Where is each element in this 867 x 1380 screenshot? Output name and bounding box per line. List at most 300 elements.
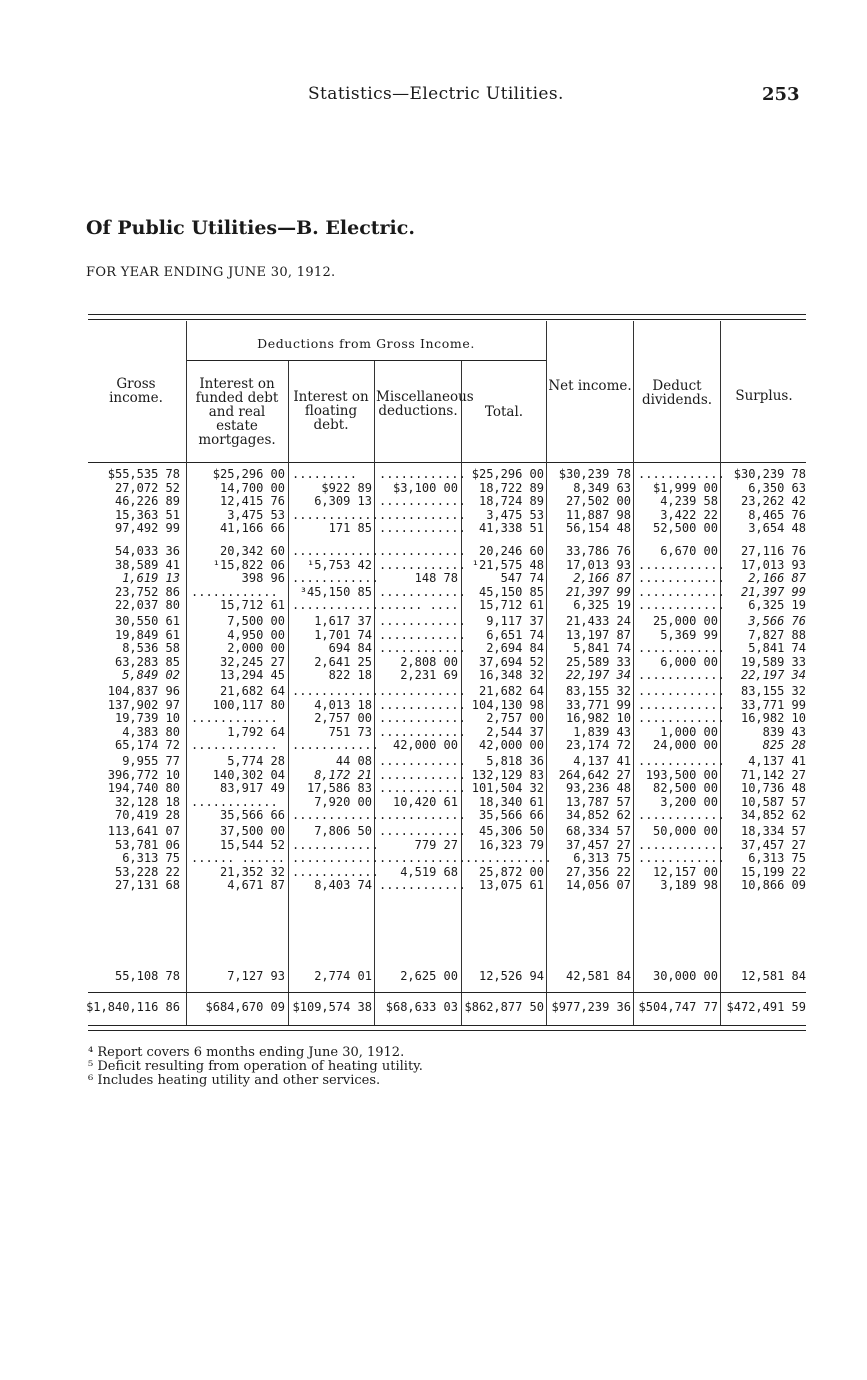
cell-surplus: 8,465 76 <box>748 507 806 522</box>
group-header-rule <box>186 360 546 361</box>
cell-surplus: 71,142 27 <box>740 767 806 782</box>
total-funded: $684,670 09 <box>205 1000 285 1014</box>
cell-floating: ......... <box>292 467 358 481</box>
cell-div: ............ <box>638 697 725 712</box>
col-header-interest-funded: Interest on funded debt and real estate mortgages. <box>195 376 279 448</box>
cell-funded: 15,544 52 <box>219 837 285 852</box>
table-row <box>0 629 867 642</box>
cell-misc: 4,519 68 <box>400 864 458 879</box>
table-row <box>0 572 867 585</box>
cell-net: 264,642 27 <box>558 767 631 782</box>
cell-floating: 171 85 <box>328 521 372 536</box>
cell-total: 41,338 51 <box>478 521 544 536</box>
cell-misc: 148 78 <box>414 571 458 586</box>
cell-floating: 8,403 74 <box>314 878 372 893</box>
cell-misc: ............ <box>379 521 466 536</box>
cell-div: 25,000 00 <box>652 614 718 628</box>
cell-surplus: 825 28 <box>762 738 806 753</box>
cell-div: ............ <box>638 808 725 823</box>
cell-floating: ............ <box>292 571 379 586</box>
cell-misc: ............ <box>379 781 466 796</box>
cell-gross: 70,419 28 <box>114 808 180 823</box>
cell-gross: 46,226 89 <box>114 494 180 509</box>
cell-gross: 53,228 22 <box>114 864 180 879</box>
cell-surplus: 6,325 19 <box>748 598 806 613</box>
table-row <box>0 970 867 983</box>
cell-net: 13,787 57 <box>565 794 631 809</box>
cell-misc: ............ <box>379 544 466 558</box>
table-row <box>0 726 867 739</box>
cell-funded: 35,566 66 <box>219 808 285 823</box>
total-net: $977,239 36 <box>551 1000 631 1014</box>
cell-total: 6,651 74 <box>486 627 544 642</box>
table-bottom-rule <box>88 1025 806 1026</box>
cell-div: 12,157 00 <box>652 864 718 879</box>
cell-floating: 2,641 25 <box>314 654 372 669</box>
cell-div: ............ <box>638 557 725 572</box>
table-row <box>0 796 867 809</box>
cell-div: 6,670 00 <box>660 544 718 558</box>
cell-net: 17,013 93 <box>565 557 631 572</box>
cell-misc: ...... .... <box>379 598 459 613</box>
cell-surplus: 19,589 33 <box>740 654 806 669</box>
cell-net: 23,174 72 <box>565 738 631 753</box>
cell-gross: 8,536 58 <box>122 641 180 656</box>
cell-misc: ............ <box>379 507 466 522</box>
cell-total: 2,694 84 <box>486 641 544 656</box>
cell-funded: 3,475 53 <box>227 507 285 522</box>
cell-div: 24,000 00 <box>652 738 718 753</box>
cell-div: ............ <box>638 571 725 586</box>
cell-gross: 137,902 97 <box>107 697 180 712</box>
cell-surplus: 83,155 32 <box>740 684 806 698</box>
cell-div: ............ <box>638 668 725 683</box>
table-row <box>0 839 867 852</box>
cell-gross: 9,955 77 <box>122 754 180 768</box>
totals-values <box>0 1001 867 1014</box>
table-row <box>0 685 867 698</box>
cell-funded: 83,917 49 <box>219 781 285 796</box>
cell-funded: ¹15,822 06 <box>212 557 285 572</box>
cell-floating: 1,617 37 <box>314 614 372 628</box>
cell-net: 68,334 57 <box>565 824 631 838</box>
cell-funded: 15,712 61 <box>219 598 285 613</box>
table-row <box>0 769 867 782</box>
cell-floating: 44 08 <box>335 754 372 768</box>
cell-net: 2,166 87 <box>573 571 631 586</box>
table-row <box>0 825 867 838</box>
cell-div: $1,999 00 <box>652 480 718 495</box>
cell-surplus: 839 43 <box>762 724 806 739</box>
cell-floating: ³45,150 85 <box>299 584 372 599</box>
cell-floating: 17,586 83 <box>306 781 372 796</box>
cell-gross: 1,619 13 <box>122 571 180 586</box>
cell-floating: ............ <box>292 738 379 753</box>
cell-funded: ............ <box>191 711 278 726</box>
cell-gross: 27,072 52 <box>114 480 180 495</box>
cell-div: ............ <box>638 837 725 852</box>
cell-misc: 779 27 <box>414 837 458 852</box>
cell-misc: ............ <box>379 754 466 768</box>
cell-surplus: 23,262 42 <box>740 494 806 509</box>
cell-floating: 822 18 <box>328 668 372 683</box>
cell-surplus: 33,771 99 <box>740 697 806 712</box>
cell-funded: 4,671 87 <box>227 878 285 893</box>
cell-net: 33,786 76 <box>565 544 631 558</box>
cell-surplus: 3,654 48 <box>748 521 806 536</box>
cell-div: 4,239 58 <box>660 494 718 509</box>
cell-net: 16,982 10 <box>565 711 631 726</box>
cell-net: 13,197 87 <box>565 627 631 642</box>
cell-gross: 53,781 06 <box>114 837 180 852</box>
cell-total: 42,000 00 <box>478 738 544 753</box>
cell-total: 15,712 61 <box>478 598 544 613</box>
footnotes <box>88 1046 423 1088</box>
total-surplus: $472,491 59 <box>726 1000 806 1014</box>
cell-misc: ............ <box>379 878 466 893</box>
cell-net: 11,887 98 <box>565 507 631 522</box>
total-gross: $1,840,116 86 <box>86 1000 180 1014</box>
cell-div: ............ <box>638 754 725 768</box>
table-row <box>0 642 867 655</box>
cell-surplus: 2,166 87 <box>748 571 806 586</box>
cell-total: 18,340 61 <box>478 794 544 809</box>
cell-div: ............ <box>638 598 725 613</box>
col-header-dividends: Deduct dividends. <box>641 378 713 408</box>
cell-floating: 2,774 01 <box>314 969 372 983</box>
cell-funded: 13,294 45 <box>219 668 285 683</box>
cell-gross: 104,837 96 <box>107 684 180 698</box>
cell-div: 3,422 22 <box>660 507 718 522</box>
cell-surplus: 15,199 22 <box>740 864 806 879</box>
col-header-net: Net income. <box>548 378 632 394</box>
cell-gross: 54,033 36 <box>114 544 180 558</box>
table-row <box>0 852 867 865</box>
cell-net: 27,502 00 <box>565 494 631 509</box>
cell-surplus: 17,013 93 <box>740 557 806 572</box>
cell-funded: 14,700 00 <box>219 480 285 495</box>
cell-total: 547 74 <box>500 571 544 586</box>
cell-misc: ............ <box>379 614 466 628</box>
footnote-4: ⁴ Report covers 6 months ending June 30, 1912. <box>88 1045 405 1060</box>
cell-funded: ...... ...... <box>191 851 285 866</box>
col-header-gross: Gross income. <box>109 376 163 406</box>
cell-total: 18,724 89 <box>478 494 544 509</box>
cell-surplus: 18,334 57 <box>740 824 806 838</box>
cell-gross: 15,363 51 <box>114 507 180 522</box>
cell-floating: 1,701 74 <box>314 627 372 642</box>
cell-net: 14,056 07 <box>565 878 631 893</box>
cell-floating: 4,013 18 <box>314 697 372 712</box>
table-row <box>0 468 867 481</box>
cell-total: 45,306 50 <box>478 824 544 838</box>
cell-total: 12,526 94 <box>478 969 544 983</box>
cell-gross: 19,849 61 <box>114 627 180 642</box>
cell-gross: 63,283 85 <box>114 654 180 669</box>
cell-funded: $25,296 00 <box>212 467 285 481</box>
cell-misc: 10,420 61 <box>392 794 458 809</box>
cell-surplus: 37,457 27 <box>740 837 806 852</box>
cell-surplus: 7,827 88 <box>748 627 806 642</box>
cell-net: $30,239 78 <box>558 467 631 481</box>
cell-surplus: 6,313 75 <box>748 851 806 866</box>
cell-funded: 21,352 32 <box>219 864 285 879</box>
cell-div: ............ <box>638 684 725 698</box>
cell-floating: 694 84 <box>328 641 372 656</box>
cell-div: 50,000 00 <box>652 824 718 838</box>
cell-funded: 4,950 00 <box>227 627 285 642</box>
total-misc: $68,633 03 <box>385 1000 458 1014</box>
cell-div: ............ <box>638 641 725 656</box>
cell-div: 82,500 00 <box>652 781 718 796</box>
cell-div: 52,500 00 <box>652 521 718 536</box>
cell-surplus: 10,587 57 <box>740 794 806 809</box>
cell-net: 33,771 99 <box>565 697 631 712</box>
cell-funded: 20,342 60 <box>219 544 285 558</box>
cell-total: 2,544 37 <box>486 724 544 739</box>
cell-total: 101,504 32 <box>471 781 544 796</box>
col-header-misc: Miscellaneous deductions. <box>376 389 474 419</box>
cell-floating: 6,309 13 <box>314 494 372 509</box>
cell-total: 2,757 00 <box>486 711 544 726</box>
cell-net: 21,433 24 <box>565 614 631 628</box>
footnote-5: ⁵ Deficit resulting from operation of heating utility. <box>88 1059 423 1074</box>
cell-net: 42,581 84 <box>565 969 631 983</box>
cell-total: 16,323 79 <box>478 837 544 852</box>
cell-funded: 140,302 04 <box>212 767 285 782</box>
cell-funded: 41,166 66 <box>219 521 285 536</box>
cell-div: 3,189 98 <box>660 878 718 893</box>
cell-funded: 5,774 28 <box>227 754 285 768</box>
cell-net: 22,197 34 <box>565 668 631 683</box>
cell-funded: 7,127 93 <box>227 969 285 983</box>
cell-floating: $922 89 <box>321 480 372 495</box>
cell-misc: ............ <box>379 767 466 782</box>
cell-total: 16,348 32 <box>478 668 544 683</box>
cell-misc: ............ <box>379 724 466 739</box>
total-total: $862,877 50 <box>464 1000 544 1014</box>
cell-gross: 32,128 18 <box>114 794 180 809</box>
cell-total: 35,566 66 <box>478 808 544 823</box>
cell-gross: 27,131 68 <box>114 878 180 893</box>
cell-floating: ............ <box>292 851 379 866</box>
cell-gross: 19,739 10 <box>114 711 180 726</box>
cell-gross: 38,589 41 <box>114 557 180 572</box>
table-row <box>0 615 867 628</box>
cell-gross: 6,313 75 <box>122 851 180 866</box>
table-row <box>0 599 867 612</box>
table-row <box>0 669 867 682</box>
cell-net: 21,397 99 <box>565 584 631 599</box>
cell-misc: ............ <box>379 641 466 656</box>
cell-surplus: 34,852 62 <box>740 808 806 823</box>
cell-net: 34,852 62 <box>565 808 631 823</box>
cell-misc: ............ <box>379 684 466 698</box>
cell-misc: ............ <box>379 824 466 838</box>
cell-net: 4,137 41 <box>573 754 631 768</box>
cell-net: 1,839 43 <box>573 724 631 739</box>
cell-funded: 32,245 27 <box>219 654 285 669</box>
table-row <box>0 559 867 572</box>
cell-net: 5,841 74 <box>573 641 631 656</box>
section-title: Of Public Utilities—B. Electric. <box>86 217 415 239</box>
cell-misc: 2,625 00 <box>400 969 458 983</box>
cell-surplus: 21,397 99 <box>740 584 806 599</box>
table-row <box>0 712 867 725</box>
table-bottom-rule-2 <box>88 1030 806 1031</box>
cell-total: 21,682 64 <box>478 684 544 698</box>
cell-surplus: 10,866 09 <box>740 878 806 893</box>
cell-div: ............ <box>638 711 725 726</box>
table-row <box>0 545 867 558</box>
cell-floating: 2,757 00 <box>314 711 372 726</box>
cell-total: 104,130 98 <box>471 697 544 712</box>
cell-gross: 396,772 10 <box>107 767 180 782</box>
cell-total: 18,722 89 <box>478 480 544 495</box>
cell-gross: 5,849 02 <box>122 668 180 683</box>
col-header-interest-floating: Interest on floating debt. <box>293 389 369 433</box>
cell-total: 20,246 60 <box>478 544 544 558</box>
table-row <box>0 586 867 599</box>
cell-total: 5,818 36 <box>486 754 544 768</box>
cell-floating: ............ <box>292 507 379 522</box>
cell-funded: 7,500 00 <box>227 614 285 628</box>
cell-net: 25,589 33 <box>565 654 631 669</box>
table-top-rule-2 <box>88 319 806 320</box>
cell-floating: 7,806 50 <box>314 824 372 838</box>
col-header-total: Total. <box>484 404 524 420</box>
cell-net: 37,457 27 <box>565 837 631 852</box>
cell-funded: ............ <box>191 794 278 809</box>
cell-surplus: 3,566 76 <box>748 614 806 628</box>
cell-gross: 30,550 61 <box>114 614 180 628</box>
table-row <box>0 522 867 535</box>
cell-misc: ............ <box>379 584 466 599</box>
table-row <box>0 866 867 879</box>
cell-floating: ............ <box>292 837 379 852</box>
cell-gross: 113,641 07 <box>107 824 180 838</box>
cell-total: 25,872 00 <box>478 864 544 879</box>
cell-gross: 22,037 80 <box>114 598 180 613</box>
table-row <box>0 656 867 669</box>
table-top-rule <box>88 314 806 315</box>
cell-total: ¹21,575 48 <box>471 557 544 572</box>
cell-misc: $3,100 00 <box>392 480 458 495</box>
table-row <box>0 739 867 752</box>
cell-div: ............ <box>638 467 725 481</box>
cell-funded: 1,792 64 <box>227 724 285 739</box>
cell-surplus: 27,116 76 <box>740 544 806 558</box>
cell-surplus: 22,197 34 <box>740 668 806 683</box>
cell-net: 6,313 75 <box>573 851 631 866</box>
cell-total: ............ <box>465 851 552 866</box>
cell-gross: 194,740 80 <box>107 781 180 796</box>
cell-surplus: 16,982 10 <box>740 711 806 726</box>
table-row <box>0 482 867 495</box>
cell-misc: ............ <box>379 851 466 866</box>
cell-surplus: 4,137 41 <box>748 754 806 768</box>
cell-floating: ............ <box>292 544 379 558</box>
table-row <box>0 809 867 822</box>
table-row <box>0 699 867 712</box>
cell-floating: 7,920 00 <box>314 794 372 809</box>
cell-funded: 37,500 00 <box>219 824 285 838</box>
cell-net: 93,236 48 <box>565 781 631 796</box>
table-row <box>0 509 867 522</box>
cell-misc: ............ <box>379 627 466 642</box>
group-header: Deductions from Gross Income. <box>257 336 475 351</box>
col-header-surplus: Surplus. <box>735 388 793 404</box>
table-row <box>0 782 867 795</box>
cell-total: $25,296 00 <box>471 467 544 481</box>
cell-div: 3,200 00 <box>660 794 718 809</box>
totals-rule <box>88 992 806 993</box>
cell-gross: 23,752 86 <box>114 584 180 599</box>
cell-surplus: 12,581 84 <box>740 969 806 983</box>
cell-surplus: 6,350 63 <box>748 480 806 495</box>
page-header <box>0 84 867 108</box>
running-title: Statistics—Electric Utilities. <box>308 84 564 104</box>
cell-floating: ............ <box>292 808 379 823</box>
cell-funded: ............ <box>191 584 278 599</box>
cell-misc: ............ <box>379 808 466 823</box>
cell-funded: 2,000 00 <box>227 641 285 656</box>
cell-gross: $55,535 78 <box>107 467 180 481</box>
cell-div: 6,000 00 <box>660 654 718 669</box>
cell-div: ............ <box>638 584 725 599</box>
footnote-6: ⁶ Includes heating utility and other services. <box>88 1073 381 1088</box>
cell-misc: ............ <box>379 711 466 726</box>
cell-misc: ............ <box>379 557 466 572</box>
cell-total: 3,475 53 <box>486 507 544 522</box>
total-floating: $109,574 38 <box>292 1000 372 1014</box>
cell-div: ............ <box>638 851 725 866</box>
table-row <box>0 755 867 768</box>
cell-total: 13,075 61 <box>478 878 544 893</box>
cell-funded: 21,682 64 <box>219 684 285 698</box>
table-row <box>0 495 867 508</box>
cell-net: 56,154 48 <box>565 521 631 536</box>
cell-floating: ............ <box>292 598 379 613</box>
cell-div: 30,000 00 <box>652 969 718 983</box>
cell-misc: 2,808 00 <box>400 654 458 669</box>
cell-misc: ............ <box>379 467 466 481</box>
cell-div: 1,000 00 <box>660 724 718 739</box>
page-number: 253 <box>762 84 800 105</box>
total-div: $504,747 77 <box>638 1000 718 1014</box>
cell-surplus: $30,239 78 <box>733 467 806 481</box>
cell-funded: 398 96 <box>241 571 285 586</box>
cell-funded: 100,117 80 <box>212 697 285 712</box>
header-bottom-rule <box>88 462 806 463</box>
cell-misc: ............ <box>379 494 466 509</box>
cell-surplus: 5,841 74 <box>748 641 806 656</box>
cell-floating: ............ <box>292 864 379 879</box>
cell-gross: 55,108 78 <box>114 969 180 983</box>
cell-floating: ............ <box>292 684 379 698</box>
cell-floating: 8,172 21 <box>314 767 372 782</box>
cell-net: 27,356 22 <box>565 864 631 879</box>
cell-misc: 42,000 00 <box>392 738 458 753</box>
cell-total: 132,129 83 <box>471 767 544 782</box>
cell-div: 5,369 99 <box>660 627 718 642</box>
cell-floating: 751 73 <box>328 724 372 739</box>
table-row <box>0 879 867 892</box>
cell-div: 193,500 00 <box>645 767 718 782</box>
cell-surplus: 10,736 48 <box>740 781 806 796</box>
cell-gross: 97,492 99 <box>114 521 180 536</box>
subtitle: FOR YEAR ENDING JUNE 30, 1912. <box>86 265 336 280</box>
